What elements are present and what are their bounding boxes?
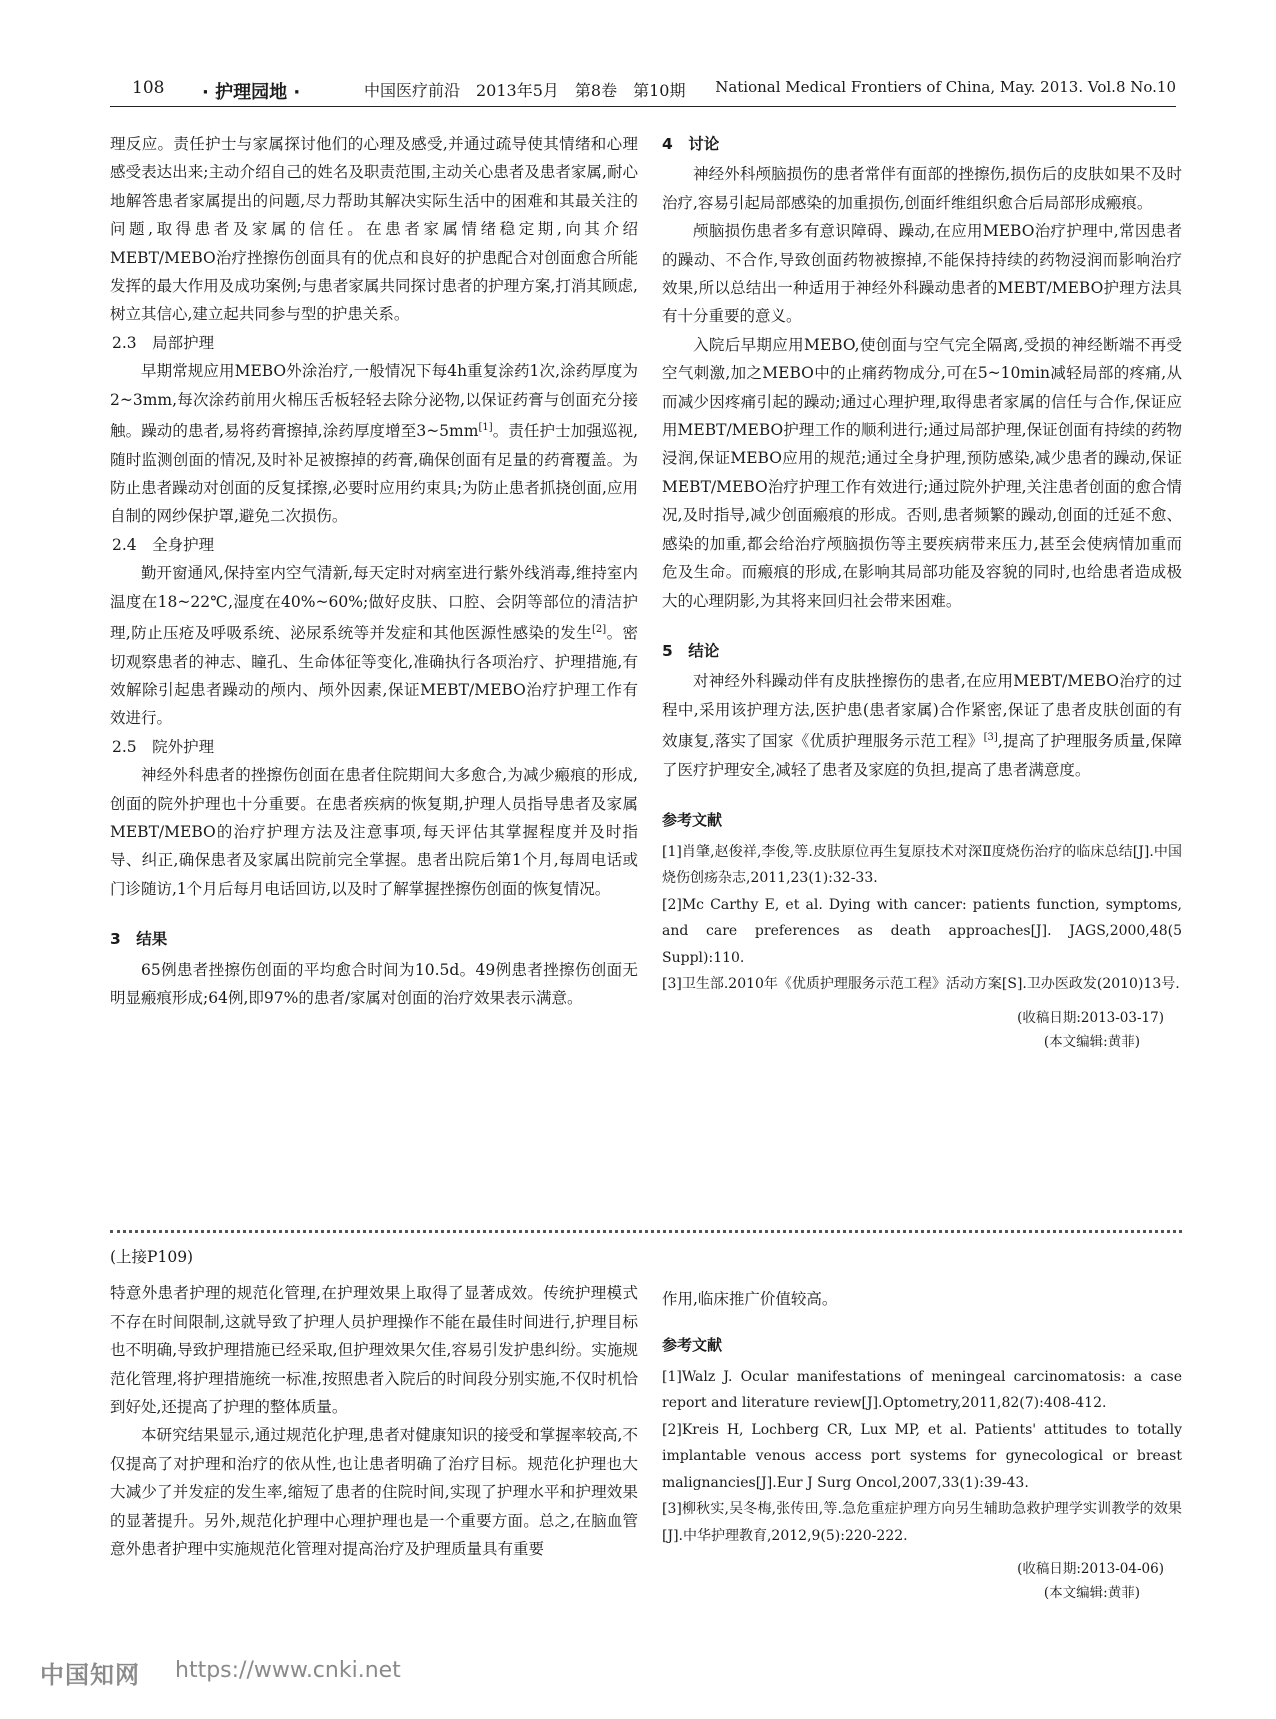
paragraph: 神经外科患者的挫擦伤创面在患者住院期间大多愈合,为减少瘢痕的形成,创面的院外护理也十分重要。在患者疾病的恢复期,护理人员指导患者及家属MEBT/MEBO的治疗护理方法及注意事项,每天评估其掌握程度并及时指导、纠正,确保患者及家属出院前完全掌握。患者出院后第1个月,每周电话或门诊随访,1个月后每月电话回访,以及时了解掌握挫擦伤创面的恢复情况。 — [110, 766, 638, 898]
section-title: 4 讨论 — [662, 135, 720, 153]
reference-item: [1]肖肇,赵俊祥,李俊,等.皮肤原位再生复原技术对深Ⅱ度烧伤治疗的临床总结[J].中国烧伤创疡杂志,2011,23(1):32-33. — [662, 843, 1182, 886]
references-title: 参考文献 — [662, 811, 723, 830]
page-number: 108 — [132, 78, 165, 98]
received-date: (收稿日期:2013-03-17) — [1017, 1009, 1164, 1026]
reference-item: [2]Mc Carthy E, et al. Dying with cancer: patients function, symptoms, and care preferences as death approaches[J]. JAGS,2000,48(5 Suppl):110. — [662, 896, 1182, 966]
section-title: 3 结果 — [110, 930, 168, 949]
citation[interactable]: [1] — [478, 422, 493, 434]
editor-note: (本文编辑:黄菲) — [1043, 1585, 1140, 1602]
paragraph: 对神经外科躁动伴有皮肤挫擦伤的患者,在应用MEBT/MEBO治疗的过程中,采用该护理方法,医护患(患者家属)合作紧密,保证了患者皮肤创面的有效康复,落实了国家《优质护理服务示范工程》[3],提高了护理服务质量,保障了医疗护理安全,减轻了患者及家庭的负担,提高了患者满意度。 — [662, 672, 1182, 779]
paragraph: 作用,临床推广价值较高。 — [662, 1290, 838, 1308]
reference-item: [2]Kreis H, Lochberg CR, Lux MP, et al. Patients' attitudes to totally implantable venous access port systems for gynecological or breast malignancies[J].Eur J Surg Oncol,2007,33(1):39-43. — [662, 1421, 1182, 1491]
subsection-title: 2.4 全身护理 — [112, 535, 215, 554]
paragraph: 理反应。责任护士与家属探讨他们的心理及感受,并通过疏导使其情绪和心理感受表达出来;主动介绍自己的姓名及职责范围,主动关心患者及患者家属,耐心地解答患者家属提出的问题,尽力帮助其解决实际生活中的困难和其最关注的问题,取得患者及家属的信任。在患者家属情绪稳定期,向其介绍MEBT/MEBO治疗挫擦伤创面具有的优点和良好的护患配合对创面愈合所能发挥的最大作用及成功案例;与患者家属共同探讨患者的护理方案,打消其顾虑,树立其信心,建立起共同参与型的护患关系。 — [110, 135, 638, 324]
subsection-title: 2.3 局部护理 — [112, 333, 215, 352]
section-title: 5 结论 — [662, 641, 720, 660]
received-date: (收稿日期:2013-04-06) — [1017, 1561, 1164, 1578]
paragraph: 本研究结果显示,通过规范化护理,患者对健康知识的接受和掌握率较高,不仅提高了对护理和治疗的依从性,也让患者明确了治疗目标。规范化护理也大大减少了并发症的发生率,缩短了患者的住院时间,实现了护理水平和护理效果的显著提升。另外,规范化护理中心理护理也是一个重要方面。总之,在脑血管意外患者护理中实施规范化管理对提高治疗及护理质量具有重要 — [110, 1426, 638, 1559]
left-column — [110, 130, 638, 1013]
subsection-title: 2.5 院外护理 — [112, 737, 215, 756]
reference-item: [3]柳秋实,吴冬梅,张传田,等.急危重症护理方向另生辅助急救护理学实训教学的效果[J].中华护理教育,2012,9(5):220-222. — [662, 1501, 1182, 1544]
editor-note: (本文编辑:黄菲) — [1043, 1033, 1140, 1050]
paragraph: 入院后早期应用MEBO,使创面与空气完全隔离,受损的神经断端不再受空气刺激,加之MEBO中的止痛药物成分,可在5~10min减轻局部的疼痛,从而减少因疼痛引起的躁动;通过心理护理,取得患者家属的信任与合作,保证应用MEBT/MEBO护理工作的顺利进行;通过局部护理,保证创面有持续的药物浸润,保证MEBO应用的规范;通过全身护理,预防感染,减少患者的躁动,保证MEBT/MEBO治疗护理工作有效进行;通过院外护理,关注患者创面的愈合情况,及时指导,减少创面瘢痕的形成。否则,患者频繁的躁动,创面的迁延不愈、感染的加重,都会给治疗颅脑损伤等主要疾病带来压力,甚至会使病情加重而危及生命。而瘢痕的形成,在影响其局部功能及容貌的同时,也给患者造成极大的心理阴影,为其将来回归社会带来困难。 — [662, 335, 1182, 610]
paragraph: 颅脑损伤患者多有意识障碍、躁动,在应用MEBO治疗护理中,常因患者的躁动、不合作,导致创面药物被擦掉,不能保持持续的药物浸润而影响治疗效果,所以总结出一种适用于神经外科躁动患者的MEBT/MEBO护理方法具有十分重要的意义。 — [662, 222, 1182, 326]
paragraph: 65例患者挫擦伤创面的平均愈合时间为10.5d。49例患者挫擦伤创面无明显瘢痕形成;64例,即97%的患者/家属对创面的治疗效果表示满意。 — [110, 960, 638, 1008]
cnki-logo: 中国知网 — [40, 1661, 140, 1689]
section-name: · 护理园地 · — [202, 82, 301, 103]
cnki-url-link[interactable]: https://www.cnki.net — [175, 1658, 401, 1683]
paragraph: 早期常规应用MEBO外涂治疗,一般情况下每4h重复涂药1次,涂药厚度为2~3mm,每次涂药前用火棉压舌板轻轻去除分泌物,以保证药膏与创面充分接触。躁动的患者,易将药膏擦掉,涂药厚度增至3~5mm[1]。责任护士加强巡视,随时监测创面的情况,及时补足被擦掉的药膏,确保创面有足量的药膏覆盖。为防止患者躁动对创面的反复揉擦,必要时应用约束具;为防止患者抓挠创面,应用自制的网纱保护罩,避免二次损伤。 — [110, 362, 638, 526]
journal-info-cn: 中国医疗前沿 2013年5月 第8卷 第10期 — [364, 81, 686, 100]
paragraph: 神经外科颅脑损伤的患者常伴有面部的挫擦伤,损伤后的皮肤如果不及时治疗,容易引起局部感染的加重损伤,创面纤维组织愈合后局部形成瘢痕。 — [662, 165, 1182, 212]
citation[interactable]: [2] — [592, 624, 607, 636]
right-column — [662, 130, 1182, 1054]
references-title: 参考文献 — [662, 1336, 723, 1355]
journal-info-en: National Medical Frontiers of China, May. 2013. Vol.8 No.10 — [715, 78, 1176, 96]
continued-column-right — [662, 1285, 1182, 1605]
page-header — [110, 72, 1176, 107]
section-divider — [110, 1230, 1182, 1233]
citation[interactable]: [3] — [983, 732, 998, 744]
continued-from-note: (上接P109) — [110, 1248, 194, 1266]
reference-item: [3]卫生部.2010年《优质护理服务示范工程》活动方案[S].卫办医政发(2010)13号. — [662, 976, 1180, 992]
continued-column-left — [110, 1243, 638, 1563]
paragraph: 特意外患者护理的规范化管理,在护理效果上取得了显著成效。传统护理模式不存在时间限制,这就导致了护理人员护理操作不能在最佳时间进行,护理目标也不明确,导致护理措施已经采取,但护理效果欠佳,容易引发护患纠纷。实施规范化管理,将护理措施统一标准,按照患者入院后的时间段分别实施,不仅时机恰到好处,还提高了护理的整体质量。 — [110, 1284, 638, 1417]
paragraph: 勤开窗通风,保持室内空气清新,每天定时对病室进行紫外线消毒,维持室内温度在18~22℃,湿度在40%~60%;做好皮肤、口腔、会阴等部位的清洁护理,防止压疮及呼吸系统、泌尿系统等并发症和其他医源性感染的发生[2]。密切观察患者的神志、瞳孔、生命体征等变化,准确执行各项治疗、护理措施,有效解除引起患者躁动的颅内、颅外因素,保证MEBT/MEBO治疗护理工作有效进行。 — [110, 564, 638, 728]
reference-item: [1]Walz J. Ocular manifestations of meningeal carcinomatosis: a case report and literature review[J].Optometry,2011,82(7):408-412. — [662, 1368, 1182, 1412]
